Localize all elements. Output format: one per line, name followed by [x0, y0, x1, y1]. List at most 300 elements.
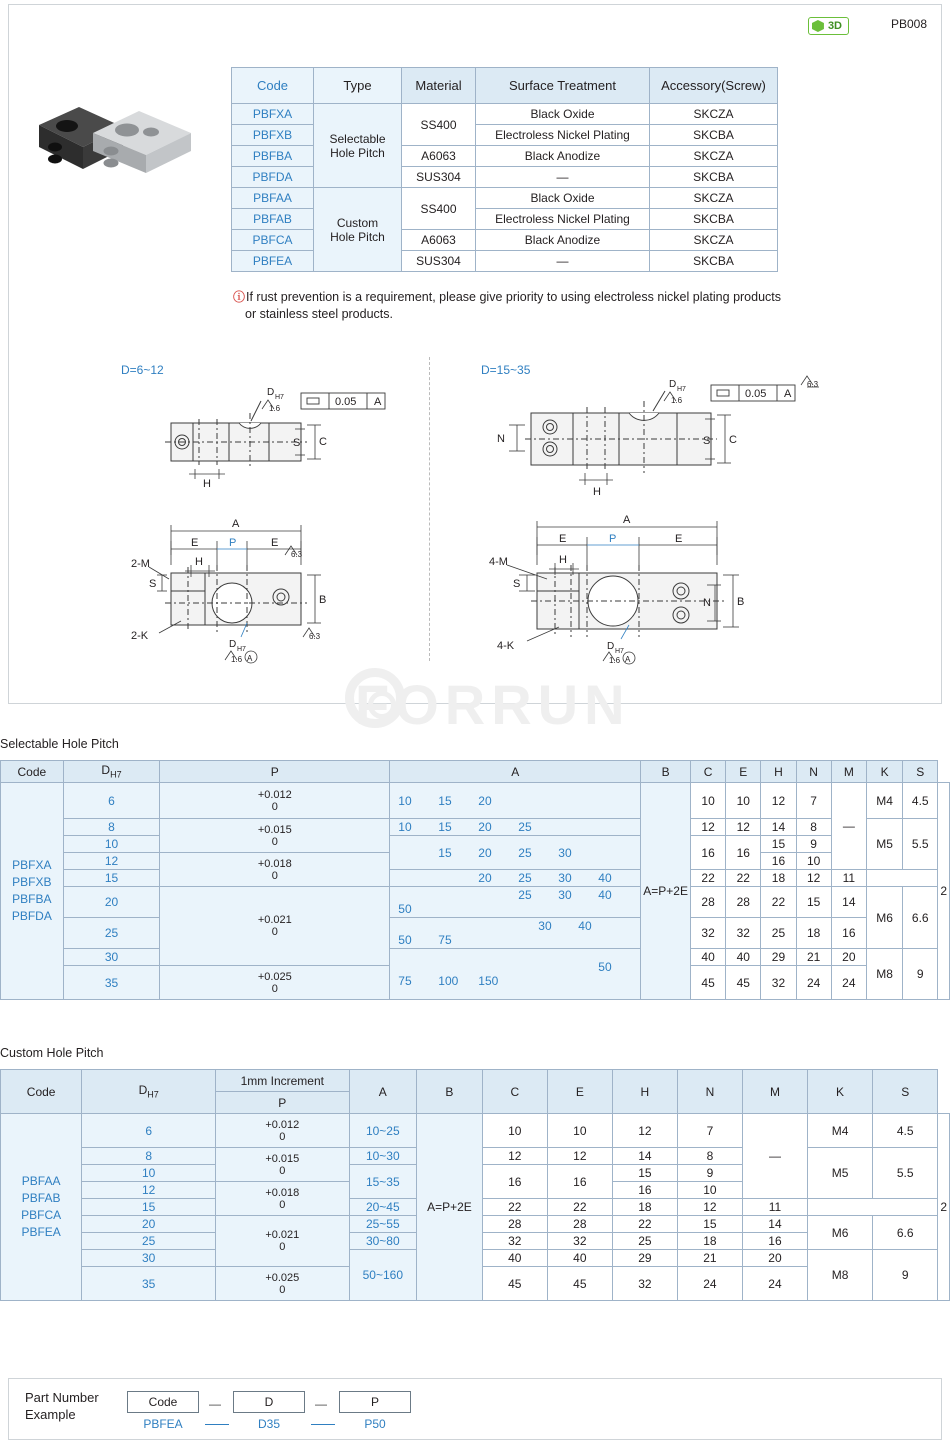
cell-e: 25 [761, 918, 796, 949]
selectable-caption: Selectable Hole Pitch [0, 737, 119, 751]
cell-h: 18 [677, 1233, 742, 1250]
cell-h: 7 [677, 1114, 742, 1148]
tol-upper: +0.015 [265, 1152, 300, 1165]
tol-upper: +0.025 [257, 970, 292, 983]
label-c: C [319, 436, 327, 448]
cell-code[interactable]: PBFEA [232, 251, 314, 272]
cell-c: 10 [726, 783, 761, 819]
watermark-text: FORRUN [355, 673, 631, 736]
cell-h: 24 [677, 1267, 742, 1301]
cell-m: M6 [866, 887, 902, 949]
cell-d: 8 [82, 1148, 216, 1165]
cell-p-range: 20~45 [349, 1199, 417, 1216]
p-val: 40 [578, 919, 592, 933]
tol-upper: +0.025 [265, 1271, 300, 1284]
pn-box-code[interactable]: Code [127, 1391, 199, 1413]
label-a: A [623, 514, 631, 526]
p-val: 20 [478, 845, 492, 860]
pn-dash-2: — [315, 1397, 327, 1411]
code-pbfea[interactable]: PBFEA [21, 1225, 61, 1239]
flatness-value: 0.05 [335, 396, 357, 408]
pn-box-d[interactable]: D [233, 1391, 305, 1413]
cell-n: 24 [831, 966, 866, 1000]
cell-b: 45 [482, 1267, 547, 1301]
cell-surface: Black Anodize [476, 146, 650, 167]
table-row [1, 870, 950, 887]
label-2m: 2-M [131, 558, 150, 570]
cell-k: 5.5 [873, 1148, 938, 1199]
cell-p-values [390, 836, 641, 870]
code-pbfxa[interactable]: PBFXA [12, 858, 52, 872]
pn-value-code: PBFEA [143, 1417, 183, 1431]
th-d-h7 [63, 761, 160, 783]
cell-tolerance [216, 1182, 349, 1216]
th-material: Material [402, 68, 476, 104]
p-val: 75 [438, 933, 452, 947]
table-row [232, 230, 778, 251]
tol-upper: +0.018 [257, 857, 292, 870]
p-val: 15 [438, 820, 452, 834]
type-line2: Hole Pitch [330, 229, 385, 244]
cell-h: 12 [796, 870, 831, 887]
cell-e: 29 [761, 949, 796, 966]
cell-code[interactable]: PBFXB [232, 125, 314, 146]
cell-c: 12 [547, 1148, 612, 1165]
cell-accessory: SKCBA [650, 167, 778, 188]
p-val: 30 [558, 888, 572, 902]
p-val: 75 [398, 974, 412, 988]
code-pbfab[interactable]: PBFAB [21, 1191, 61, 1205]
cell-m: M8 [807, 1250, 872, 1301]
label-ra16: 1.6 [269, 404, 281, 413]
label-datum-circle-a: A [625, 655, 631, 664]
table-row [1, 887, 950, 918]
pn-box-p[interactable]: P [339, 1391, 411, 1413]
th-k: K [866, 761, 902, 783]
p-val: 40 [598, 871, 612, 885]
cell-d: 12 [63, 853, 160, 870]
code-pbfaa[interactable]: PBFAA [21, 1174, 61, 1188]
table-row [1, 836, 950, 853]
label-s: S [149, 578, 157, 590]
tol-upper: +0.018 [265, 1186, 300, 1199]
tol-lower: 0 [271, 800, 278, 813]
cell-h: 12 [677, 1199, 742, 1216]
cell-c: 10 [547, 1114, 612, 1148]
cell-d: 25 [82, 1233, 216, 1250]
cell-code-group[interactable] [1, 783, 64, 1000]
tol-lower: 0 [279, 1283, 286, 1296]
cell-p-values [390, 949, 641, 1000]
cell-b: 12 [690, 819, 725, 836]
3d-badge[interactable] [808, 17, 849, 35]
cell-h: 10 [677, 1182, 742, 1199]
cell-d: 8 [63, 819, 160, 836]
th-s: S [903, 761, 938, 783]
cell-p-range: 25~55 [349, 1216, 417, 1233]
cell-code[interactable]: PBFCA [232, 230, 314, 251]
custom-hole-pitch-table [0, 1069, 950, 1301]
label-4k: 4-K [497, 640, 515, 652]
left-top-view-drawing [129, 373, 419, 508]
cell-b: 40 [690, 949, 725, 966]
cell-p-values [390, 870, 641, 887]
cell-tolerance [160, 853, 390, 887]
cell-c: 40 [726, 949, 761, 966]
cell-e: 25 [612, 1233, 677, 1250]
table-row [1, 918, 950, 949]
cell-e: 16 [612, 1182, 677, 1199]
pn-value-d: D35 [257, 1417, 280, 1431]
cell-material: SUS304 [402, 167, 476, 188]
th-d-h7 [82, 1070, 216, 1114]
th-a: A [349, 1070, 417, 1114]
cell-n: 16 [831, 918, 866, 949]
cell-surface: — [476, 167, 650, 188]
cell-surface: Electroless Nickel Plating [476, 209, 650, 230]
cell-surface: Black Oxide [476, 104, 650, 125]
cell-c: 12 [726, 819, 761, 836]
cell-n: 14 [742, 1216, 807, 1233]
table-row [232, 251, 778, 272]
cell-c: 16 [547, 1165, 612, 1199]
cube-icon [812, 20, 824, 32]
rust-note [233, 289, 933, 323]
tol-lower: 0 [271, 926, 278, 938]
cell-e: 14 [612, 1148, 677, 1165]
p-val: 25 [518, 888, 532, 902]
th-c: C [482, 1070, 547, 1114]
3d-badge-label: 3D [827, 20, 842, 32]
p-val: 100 [438, 974, 459, 988]
cell-e: 32 [612, 1267, 677, 1301]
th-e: E [547, 1070, 612, 1114]
flatness-value: 0.05 [745, 388, 767, 400]
cell-e: 18 [612, 1199, 677, 1216]
cell-tolerance [216, 1114, 349, 1148]
code-pbfba[interactable]: PBFBA [12, 892, 52, 906]
code-pbfca[interactable]: PBFCA [21, 1208, 62, 1222]
th-s: S [873, 1070, 938, 1114]
cell-s: 2 [938, 1114, 950, 1301]
cell-m: M8 [866, 949, 902, 1000]
p-val: 20 [478, 793, 492, 808]
cell-h: 15 [796, 887, 831, 918]
label-e-left: E [191, 537, 199, 549]
pn-title-line2: Example [25, 1407, 76, 1422]
cell-b: 32 [690, 918, 725, 949]
cell-p-range: 15~35 [349, 1165, 417, 1199]
material-table [231, 67, 778, 272]
cell-n: 11 [831, 870, 866, 887]
label-c: C [729, 434, 737, 446]
cell-n: — [831, 783, 866, 870]
left-front-view-drawing [129, 505, 419, 665]
cell-c: 40 [547, 1250, 612, 1267]
cell-h: 8 [677, 1148, 742, 1165]
cell-k: 4.5 [873, 1114, 938, 1148]
label-ra16-bottom: 1.6 [231, 655, 243, 664]
label-d-bottom: D [607, 641, 615, 652]
drawing-divider [429, 357, 430, 661]
table-row [1, 783, 950, 819]
cell-k: 4.5 [903, 783, 938, 819]
th-accessory: Accessory(Screw) [650, 68, 778, 104]
cell-a-formula: A=P+2E [417, 1114, 483, 1301]
cell-tolerance [160, 966, 390, 1000]
cell-m: M4 [866, 783, 902, 819]
th-increment: 1mm Increment [216, 1070, 349, 1092]
label-d-bottom: D [229, 639, 237, 650]
th-surface: Surface Treatment [476, 68, 650, 104]
right-top-view-drawing [489, 373, 829, 508]
cell-c: 28 [547, 1216, 612, 1233]
cell-k: 6.6 [873, 1216, 938, 1250]
info-icon: ⓘ [233, 290, 246, 304]
cell-material: SUS304 [402, 251, 476, 272]
tol-upper: +0.021 [257, 914, 292, 926]
cell-n: 16 [742, 1233, 807, 1250]
cell-material: A6063 [402, 146, 476, 167]
cell-p-range: 10~30 [349, 1148, 417, 1165]
cell-c: 32 [547, 1233, 612, 1250]
code-pbfda[interactable]: PBFDA [11, 909, 52, 923]
cell-b: 28 [482, 1216, 547, 1233]
table-row [232, 125, 778, 146]
th-code: Code [1, 1070, 82, 1114]
label-h7-bottom: H7 [237, 646, 246, 653]
p-val: 150 [478, 974, 499, 988]
datum-a: A [784, 388, 792, 400]
cell-material: A6063 [402, 230, 476, 251]
tol-lower: 0 [271, 869, 278, 882]
label-ra16: 1.6 [671, 396, 683, 405]
product-overview-panel [8, 4, 942, 704]
th-code: Code [232, 68, 314, 104]
cell-p-range: 50~160 [349, 1250, 417, 1301]
label-p: P [609, 533, 617, 545]
cell-code[interactable]: PBFXA [232, 104, 314, 125]
label-h7: H7 [677, 386, 686, 393]
th-h7: H7 [110, 769, 122, 780]
cell-d: 6 [82, 1114, 216, 1148]
cell-d: 35 [63, 966, 160, 1000]
cell-accessory: SKCZA [650, 104, 778, 125]
cell-surface: Black Oxide [476, 188, 650, 209]
th-h: H [612, 1070, 677, 1114]
label-datum-circle-a: A [247, 654, 253, 663]
note-line2: or stainless steel products. [245, 307, 393, 321]
th-h: H [761, 761, 796, 783]
cell-n: 24 [742, 1267, 807, 1301]
p-val: 15 [438, 845, 452, 860]
th-n: N [677, 1070, 742, 1114]
tol-lower: 0 [279, 1130, 286, 1143]
cell-k: 9 [903, 949, 938, 1000]
label-s: S [703, 435, 711, 447]
cell-code[interactable]: PBFAB [232, 209, 314, 230]
th-p: P [216, 1092, 349, 1114]
cell-d: 10 [63, 836, 160, 853]
cell-tolerance [216, 1148, 349, 1182]
th-k: K [807, 1070, 872, 1114]
cell-tolerance [216, 1267, 349, 1301]
cell-h: 21 [677, 1250, 742, 1267]
cell-h: 9 [796, 836, 831, 853]
cell-e: 18 [761, 870, 796, 887]
p-val: 25 [518, 845, 532, 860]
cell-code[interactable]: PBFAA [232, 188, 314, 209]
label-d: D [669, 379, 677, 390]
datum-a: A [374, 396, 382, 408]
th-b: B [417, 1070, 483, 1114]
cell-c: 28 [726, 887, 761, 918]
p-val: 50 [598, 960, 612, 974]
label-n: N [703, 597, 711, 609]
part-number-title [25, 1389, 99, 1423]
tol-upper: +0.021 [265, 1229, 300, 1241]
cell-accessory: SKCZA [650, 146, 778, 167]
cell-k: 6.6 [903, 887, 938, 949]
code-pbfxb[interactable]: PBFXB [12, 875, 52, 889]
cell-code[interactable]: PBFDA [232, 167, 314, 188]
cell-p-values [390, 887, 641, 918]
cell-accessory: SKCZA [650, 188, 778, 209]
th-d: D [138, 1083, 148, 1098]
cell-b: 16 [690, 836, 725, 870]
cell-c: 45 [726, 966, 761, 1000]
cell-k: 5.5 [903, 819, 938, 870]
cell-accessory: SKCBA [650, 251, 778, 272]
cell-p-values [390, 783, 641, 819]
label-h: H [593, 486, 601, 498]
cell-c: 32 [726, 918, 761, 949]
page-code: PB008 [890, 17, 927, 31]
label-ra63-top: 6.3 [291, 550, 303, 559]
p-val: 10 [398, 820, 412, 834]
cell-e: 15 [761, 836, 796, 853]
th-type: Type [314, 68, 402, 104]
cell-code-group[interactable] [1, 1114, 82, 1301]
cell-n: 14 [831, 887, 866, 918]
p-val: 20 [478, 820, 492, 834]
cell-d: 10 [82, 1165, 216, 1182]
label-a: A [232, 518, 240, 530]
cell-k: 9 [873, 1250, 938, 1301]
cell-n: 20 [742, 1250, 807, 1267]
label-e-left: E [559, 533, 567, 545]
cell-tolerance [160, 887, 390, 966]
right-drawing-title: D=15~35 [481, 363, 531, 377]
cell-p-range: 10~25 [349, 1114, 417, 1148]
cell-e: 29 [612, 1250, 677, 1267]
cell-n: — [742, 1114, 807, 1199]
cell-b: 45 [690, 966, 725, 1000]
table-row [232, 167, 778, 188]
selectable-header-row [1, 761, 950, 783]
th-m: M [742, 1070, 807, 1114]
cell-p-range: 30~80 [349, 1233, 417, 1250]
cell-b: 12 [482, 1148, 547, 1165]
label-n: N [497, 433, 505, 445]
label-h: H [195, 556, 203, 568]
part-number-panel [8, 1378, 942, 1440]
cell-code[interactable]: PBFBA [232, 146, 314, 167]
cell-b: 40 [482, 1250, 547, 1267]
material-table-header-row [232, 68, 778, 104]
p-val: 15 [438, 793, 452, 808]
cell-surface: Electroless Nickel Plating [476, 125, 650, 146]
table-row [232, 188, 778, 209]
cell-type-custom [314, 188, 402, 272]
label-2k: 2-K [131, 630, 149, 642]
cell-p-values [390, 819, 641, 836]
label-b: B [737, 596, 745, 608]
cell-e: 22 [761, 887, 796, 918]
custom-header-row-1 [1, 1070, 950, 1092]
type-line2: Hole Pitch [330, 145, 385, 160]
tol-lower: 0 [271, 835, 278, 848]
cell-type-selectable [314, 104, 402, 188]
cell-c: 22 [547, 1199, 612, 1216]
cell-accessory: SKCZA [650, 230, 778, 251]
table-row [1, 819, 950, 836]
tol-lower: 0 [279, 1198, 286, 1211]
p-val: 10 [398, 793, 412, 808]
cell-c: 45 [547, 1267, 612, 1301]
th-h7: H7 [147, 1089, 159, 1100]
cell-d: 6 [63, 783, 160, 819]
note-line1: If rust prevention is a requirement, please give priority to using electroless nickel plating products [246, 290, 782, 304]
cell-h: 15 [677, 1216, 742, 1233]
cell-material: SS400 [402, 104, 476, 146]
pn-dash-1: — [209, 1397, 221, 1411]
p-val: 30 [538, 919, 552, 933]
pn-title-line1: Part Number [25, 1390, 99, 1405]
cell-a-formula: A=P+2E [641, 783, 691, 1000]
pn-value-p: P50 [364, 1417, 386, 1431]
p-val: 20 [478, 871, 492, 885]
cell-h: 7 [796, 783, 831, 819]
cell-b: 32 [482, 1233, 547, 1250]
cell-h: 21 [796, 949, 831, 966]
cell-m: M6 [807, 1216, 872, 1250]
cell-m: M5 [866, 819, 902, 870]
label-4m: 4-M [489, 556, 508, 568]
selectable-hole-pitch-table [0, 760, 950, 1000]
tol-upper: +0.015 [257, 823, 292, 836]
label-ra63-bottom: 6.3 [309, 632, 321, 641]
p-val: 30 [558, 871, 572, 885]
p-val: 25 [518, 871, 532, 885]
th-b: B [641, 761, 691, 783]
label-ra63: 6.3 [807, 380, 819, 389]
label-h: H [559, 554, 567, 566]
cell-m: M5 [807, 1148, 872, 1199]
cell-c: 22 [726, 870, 761, 887]
type-line1: Custom [336, 215, 379, 230]
cell-s: 2 [938, 783, 950, 1000]
cell-d: 15 [82, 1199, 216, 1216]
table-row [1, 1114, 950, 1148]
cell-m: M4 [807, 1114, 872, 1148]
cell-b: 22 [690, 870, 725, 887]
cell-b: 16 [482, 1165, 547, 1199]
cell-d: 12 [82, 1182, 216, 1199]
th-c: C [690, 761, 725, 783]
th-code: Code [1, 761, 64, 783]
table-row [232, 104, 778, 125]
